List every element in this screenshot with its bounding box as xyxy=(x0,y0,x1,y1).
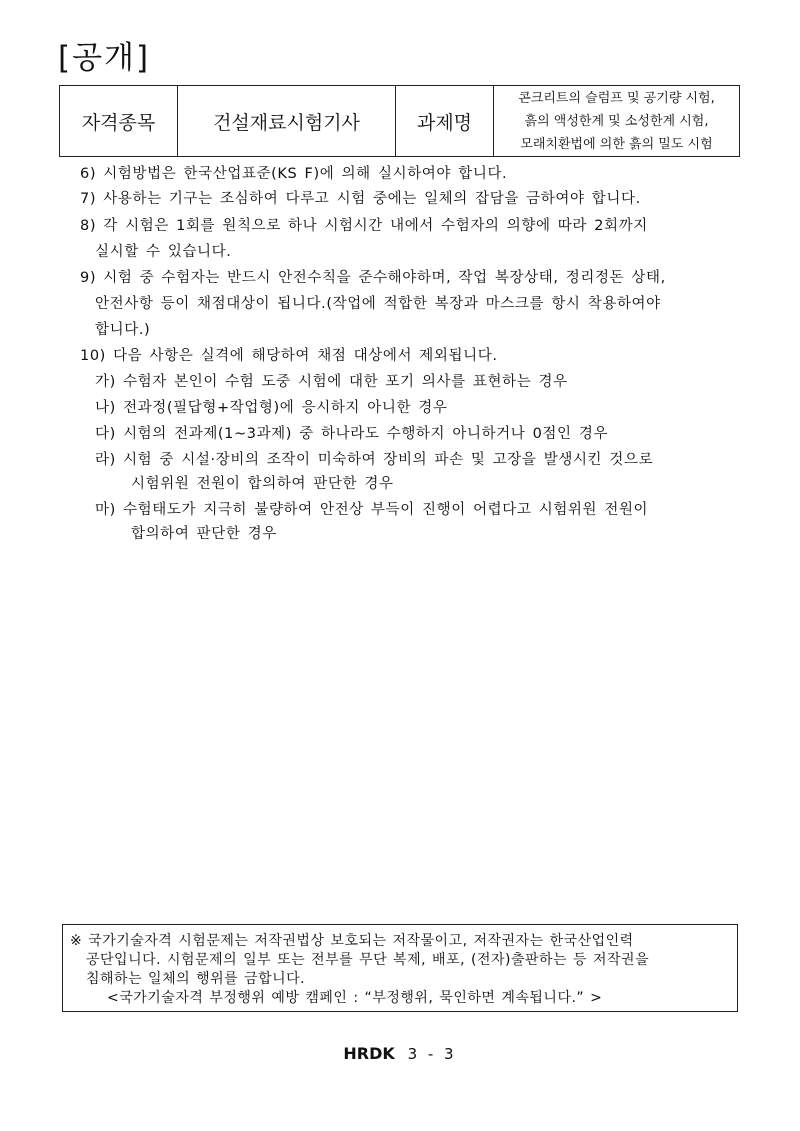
campaign-line: <국가기술자격 부정행위 예방 캠페인 : “부정행위, 묵인하면 계속됩니다.” > xyxy=(107,990,603,1006)
disqualify-item-e: 마) 수험태도가 지극히 불량하여 안전상 부득이 진행이 어렵다고 시험위원 전원이 xyxy=(95,502,649,518)
instruction-item-9: 9) 시험 중 수험자는 반드시 안전수칙을 준수해야하며, 작업 복장상태, 정리정돈 상태, xyxy=(80,270,666,286)
disqualify-item-c: 다) 시험의 전과제(1~3과제) 중 하나라도 수행하지 아니하거나 0점인 경우 xyxy=(95,426,609,442)
task-title xyxy=(494,86,740,157)
instruction-item-9-cont: 합니다.) xyxy=(95,322,151,338)
task-line: 흙의 액성한계 및 소성한계 시험, xyxy=(524,113,709,129)
instruction-item-9-cont: 안전사항 등이 채점대상이 됩니다.(작업에 적합한 복장과 마스크를 항시 착용하여야 xyxy=(95,296,661,312)
instruction-item-6: 6) 시험방법은 한국산업표준(KS F)에 의해 실시하여야 합니다. xyxy=(80,166,508,182)
public-badge: [공개] xyxy=(58,40,151,76)
disqualify-item-a: 가) 수험자 본인이 수험 도중 시험에 대한 포기 의사를 표현하는 경우 xyxy=(95,374,568,390)
copyright-notice xyxy=(62,924,738,1012)
copyright-line: 침해하는 일체의 행위를 금합니다. xyxy=(86,971,306,987)
disqualify-item-d-cont: 시험위원 전원이 합의하여 판단한 경우 xyxy=(131,476,394,492)
page-number: 3 - 3 xyxy=(407,1045,457,1063)
instruction-item-8-cont: 실시할 수 있습니다. xyxy=(95,244,232,260)
disqualify-item-d: 라) 시험 중 시설·장비의 조작이 미숙하여 장비의 파손 및 고장을 발생시킨 것으로 xyxy=(95,452,654,468)
field-label: 자격종목 xyxy=(60,86,178,157)
copyright-line: ※ 국가기술자격 시험문제는 저작권법상 보호되는 저작물이고, 저작권자는 한국산업인력 xyxy=(70,933,634,949)
hrdk-logo: HRDK xyxy=(343,1044,395,1063)
task-line: 모래치환법에 의한 흙의 밀도 시험 xyxy=(520,136,713,152)
page-footer xyxy=(0,1044,800,1063)
disqualify-item-b: 나) 전과정(필답형+작업형)에 응시하지 아니한 경우 xyxy=(95,400,448,416)
copyright-line: 공단입니다. 시험문제의 일부 또는 전부를 무단 복제, 배포, (전자)출판하는 등 저작권을 xyxy=(86,952,650,968)
instruction-item-7: 7) 사용하는 기구는 조심하여 다루고 시험 중에는 일체의 잡담을 금하여야 합니다. xyxy=(80,191,641,207)
disqualify-item-e-cont: 합의하여 판단한 경우 xyxy=(131,526,277,542)
instruction-item-10: 10) 다음 사항은 실격에 해당하여 채점 대상에서 제외됩니다. xyxy=(80,348,498,364)
task-label: 과제명 xyxy=(396,86,494,157)
exam-header-table xyxy=(59,85,740,157)
instruction-item-8: 8) 각 시험은 1회를 원칙으로 하나 시험시간 내에서 수험자의 의향에 따라 2회까지 xyxy=(80,218,648,234)
field-value: 건설재료시험기사 xyxy=(178,86,396,157)
task-line: 콘크리트의 슬럼프 및 공기량 시험, xyxy=(518,90,715,106)
